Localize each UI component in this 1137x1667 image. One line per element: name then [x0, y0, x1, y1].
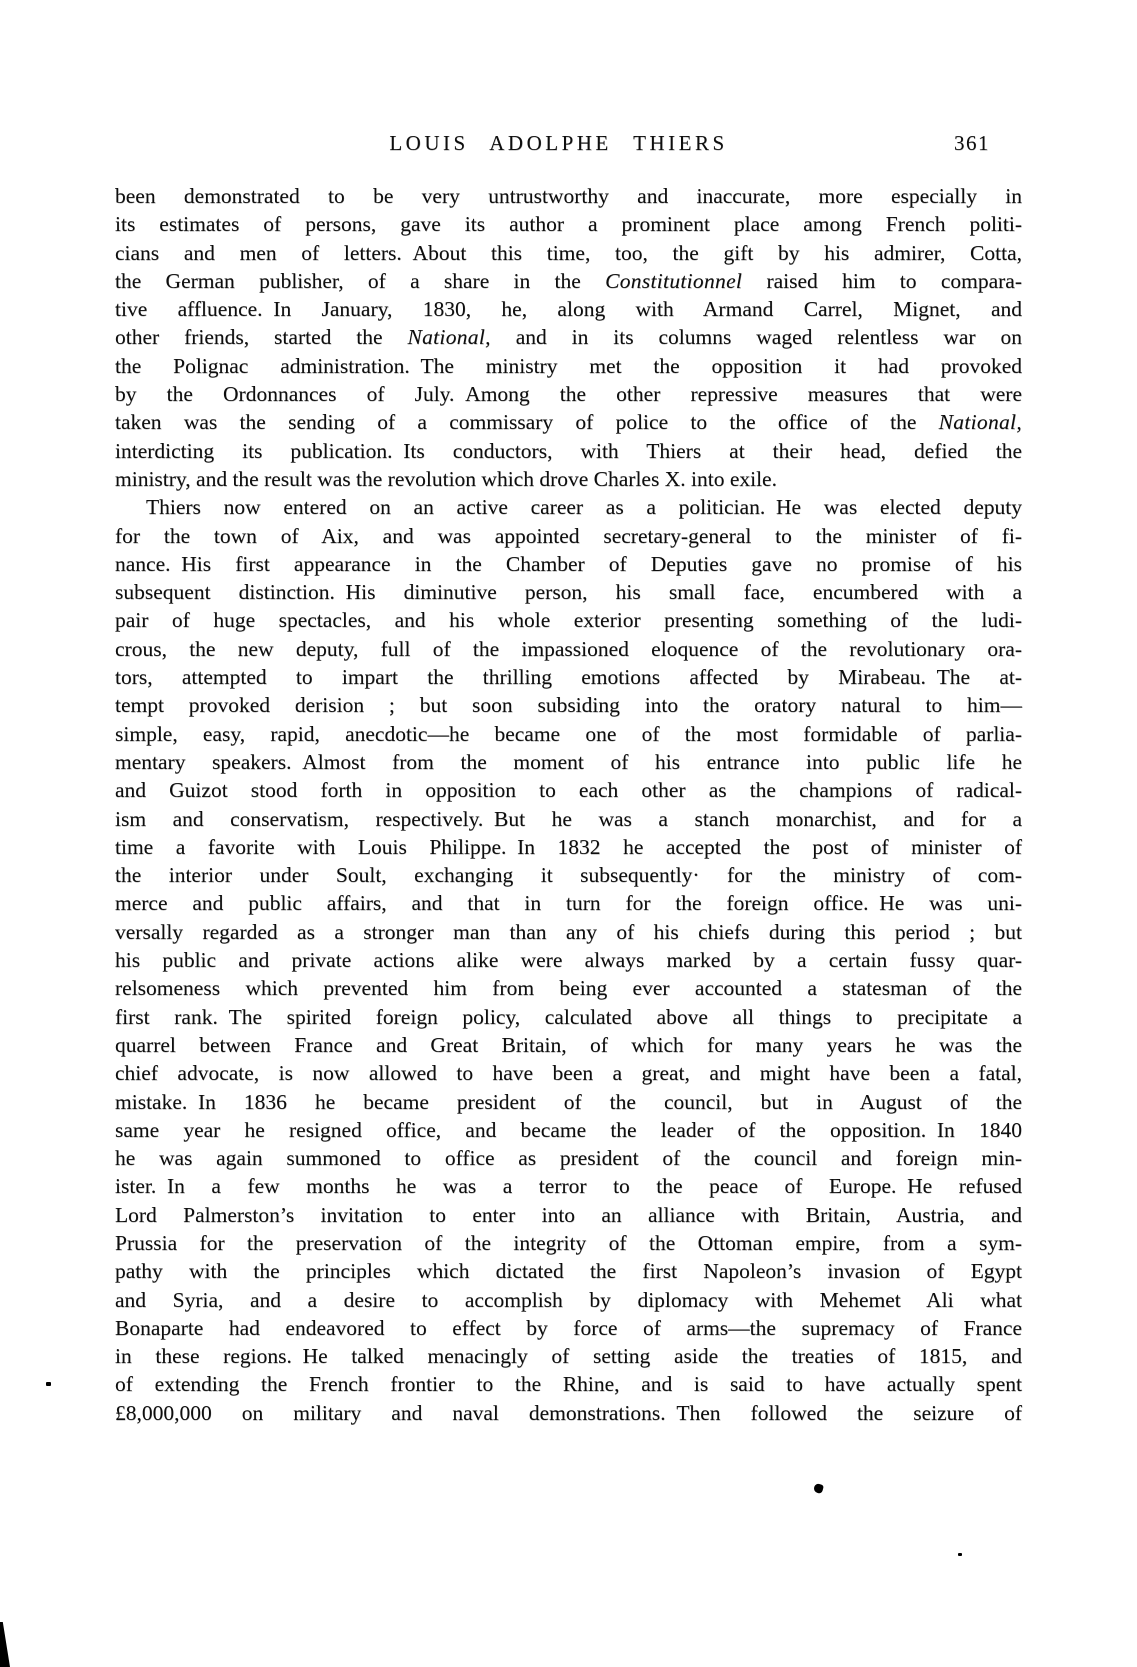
- text-line: tive affluence. In January, 1830, he, along with Armand Carrel, Mignet, and: [115, 297, 1022, 322]
- text-line: taken was the sending of a commissary of police to the office of the National,: [115, 410, 1022, 435]
- text-line: by the Ordonnances of July. Among the other repressive measures that were: [115, 382, 1022, 407]
- running-title: LOUIS ADOLPHE THIERS: [389, 131, 728, 155]
- text-line: the Polignac administration. The ministry met the opposition it had provoked: [115, 353, 1022, 378]
- text-block: [115, 182, 1022, 1427]
- text-line: been demonstrated to be very untrustworthy and inaccurate, more especially in: [115, 184, 1022, 208]
- text-line: nance. His first appearance in the Chamber of Deputies gave no promise of his: [115, 551, 1022, 576]
- text-line: its estimates of persons, gave its author a prominent place among French politi-: [115, 212, 1022, 237]
- text-line: Prussia for the preservation of the integrity of the Ottoman empire, from a sym-: [115, 1230, 1022, 1255]
- text-line: his public and private actions alike were always marked by a certain fussy quar-: [115, 948, 1022, 973]
- text-line: mistake. In 1836 he became president of the council, but in August of the: [115, 1089, 1022, 1114]
- text-line: crous, the new deputy, full of the impassioned eloquence of the revolutionary ora-: [115, 636, 1022, 661]
- text-line: versally regarded as a stronger man than any of his chiefs during this period ; but: [115, 919, 1022, 944]
- text-line: interdicting its publication. Its conductors, with Thiers at their head, defied the: [115, 438, 1022, 463]
- page-number: 361: [954, 131, 990, 155]
- ink-speck: [958, 1553, 962, 1556]
- italic-title-text: National,: [938, 410, 1022, 435]
- text-line: simple, easy, rapid, anecdotic—he became one of the most formidable of parlia-: [115, 721, 1022, 746]
- text-line: ister. In a few months he was a terror to the peace of Europe. He refused: [115, 1174, 1022, 1199]
- text-line: ministry, and the result was the revolution which drove Charles X. into exile.: [115, 466, 777, 491]
- page-header: [115, 131, 1022, 161]
- text-line: in these regions. He talked menacingly of setting aside the treaties of 1815, and: [115, 1344, 1022, 1369]
- text-line: Thiers now entered on an active career as a politician. He was elected deputy: [146, 495, 1022, 520]
- text-line: tempt provoked derision ; but soon subsiding into the oratory natural to him—: [115, 693, 1022, 718]
- text-line: other friends, started the National, and in its columns waged relentless war on: [115, 325, 1022, 350]
- text-line: pair of huge spectacles, and his whole exterior presenting something of the ludi-: [115, 608, 1022, 633]
- text-line: ism and conservatism, respectively. But he was a stanch monarchist, and for a: [115, 806, 1022, 831]
- text-line: Lord Palmerston’s invitation to enter into an alliance with Britain, Austria, and: [115, 1202, 1022, 1227]
- italic-title-text: Constitutionnel: [605, 268, 743, 293]
- text-line: the German publisher, of a share in the Constitutionnel raised him to compara-: [115, 268, 1022, 293]
- italic-title-text: National,: [407, 325, 491, 350]
- text-line: mentary speakers. Almost from the moment of his entrance into public life he: [115, 749, 1022, 774]
- text-line: Bonaparte had endeavored to effect by force of arms—the supremacy of France: [115, 1315, 1022, 1340]
- text-line: he was again summoned to office as president of the council and foreign min-: [115, 1146, 1022, 1171]
- text-line: merce and public affairs, and that in turn for the foreign office. He was uni-: [115, 891, 1022, 916]
- text-line: time a favorite with Louis Philippe. In 1832 he accepted the post of minister of: [115, 834, 1022, 859]
- text-line: subsequent distinction. His diminutive person, his small face, encumbered with a: [115, 580, 1022, 605]
- text-line: pathy with the principles which dictated the first Napoleon’s invasion of Egypt: [115, 1259, 1022, 1284]
- ink-speck: [46, 1382, 51, 1386]
- text-line: for the town of Aix, and was appointed secretary-general to the minister of fi-: [115, 523, 1022, 548]
- scan-corner-mark: [0, 1622, 10, 1667]
- text-line: first rank. The spirited foreign policy, calculated above all things to precipitate a: [115, 1004, 1022, 1029]
- text-line: of extending the French frontier to the Rhine, and is said to have actually spent: [115, 1372, 1022, 1397]
- text-line: £8,000,000 on military and naval demonstrations. Then followed the seizure of: [115, 1400, 1022, 1425]
- text-line: same year he resigned office, and became the leader of the opposition. In 1840: [115, 1117, 1022, 1142]
- text-line: quarrel between France and Great Britain, of which for many years he was the: [115, 1032, 1022, 1057]
- text-line: chief advocate, is now allowed to have been a great, and might have been a fatal,: [115, 1061, 1022, 1086]
- text-line: and Guizot stood forth in opposition to each other as the champions of radical-: [115, 778, 1022, 803]
- text-line: tors, attempted to impart the thrilling emotions affected by Mirabeau. The at-: [115, 665, 1022, 690]
- text-line: cians and men of letters. About this time, too, the gift by his admirer, Cotta,: [115, 240, 1022, 265]
- text-line: the interior under Soult, exchanging it subsequently· for the ministry of com-: [115, 863, 1022, 888]
- text-line: and Syria, and a desire to accomplish by diplomacy with Mehemet Ali what: [115, 1287, 1022, 1312]
- ink-speck: [813, 1483, 824, 1494]
- text-line: relsomeness which prevented him from being ever accounted a statesman of the: [115, 976, 1022, 1001]
